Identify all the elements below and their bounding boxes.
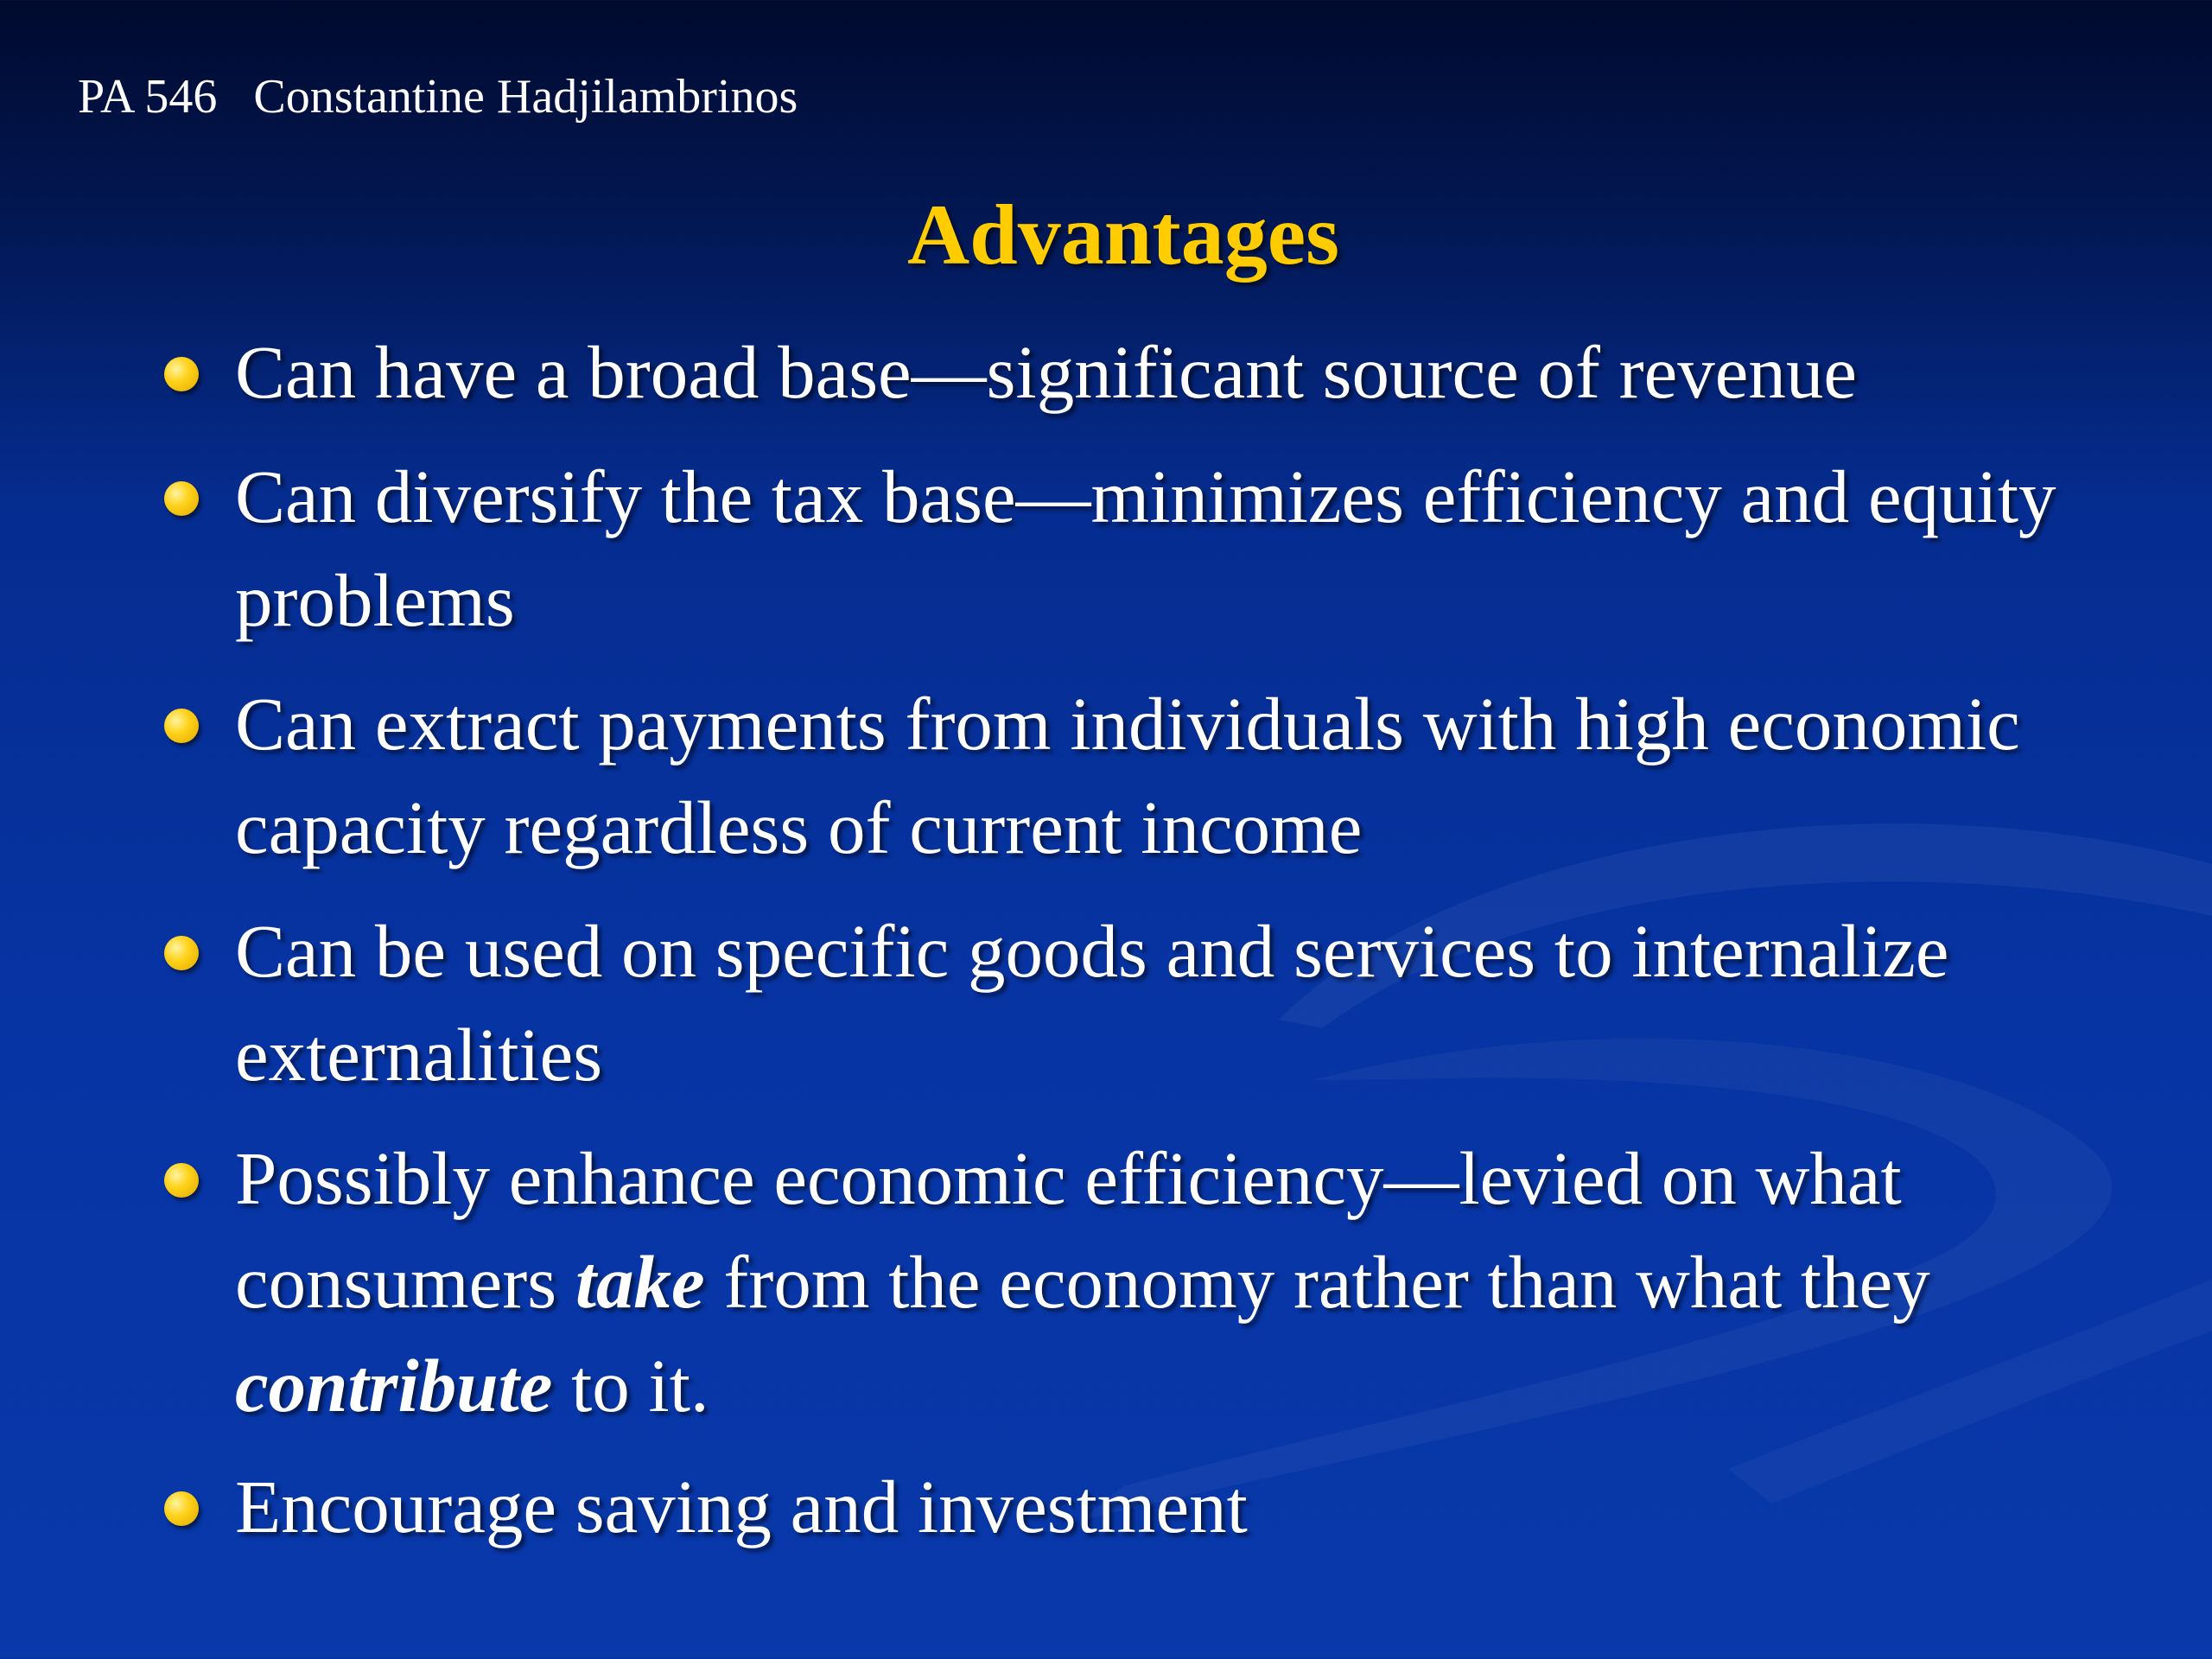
bullet-dot-icon <box>164 709 199 743</box>
bullet-dot-icon <box>164 357 199 391</box>
emphasis-take: take <box>575 1240 705 1324</box>
bullet-item <box>235 899 2093 1107</box>
bullet-text-part: to it. <box>552 1344 709 1427</box>
emphasis-contribute: contribute <box>235 1344 553 1427</box>
bullet-dot-icon <box>164 936 199 970</box>
bullet-text-part: Possibly enhance economic efficiency—levied on what consumers <box>235 1136 1902 1324</box>
bullet-text: Can diversify the tax base—minimizes efficiency and equity problems <box>235 454 2056 642</box>
course-code: PA 546 <box>78 70 218 124</box>
bullet-item <box>235 672 2093 880</box>
bullet-text <box>235 1136 1930 1427</box>
bullet-item <box>235 1127 2093 1438</box>
author-name: Constantine Hadjilambrinos <box>253 70 798 124</box>
bullet-dot-icon <box>164 1491 199 1526</box>
slide-title: Advantages <box>906 187 1340 283</box>
bullet-text: Encourage saving and investment <box>235 1465 1248 1548</box>
bullet-text: Can be used on specific goods and services to internalize externalities <box>235 909 1949 1096</box>
bullet-text: Can extract payments from individuals with high economic capacity regardless of current income <box>235 682 2020 869</box>
bullet-item <box>235 321 2093 424</box>
header-label <box>78 70 798 124</box>
bullet-item <box>235 445 2093 652</box>
bullet-text-part: from the economy rather than what they <box>704 1240 1930 1324</box>
bullet-dot-icon <box>164 1163 199 1198</box>
bullet-dot-icon <box>164 481 199 516</box>
bullet-text: Can have a broad base—significant source of revenue <box>235 330 1857 414</box>
bullet-item <box>235 1455 2093 1559</box>
